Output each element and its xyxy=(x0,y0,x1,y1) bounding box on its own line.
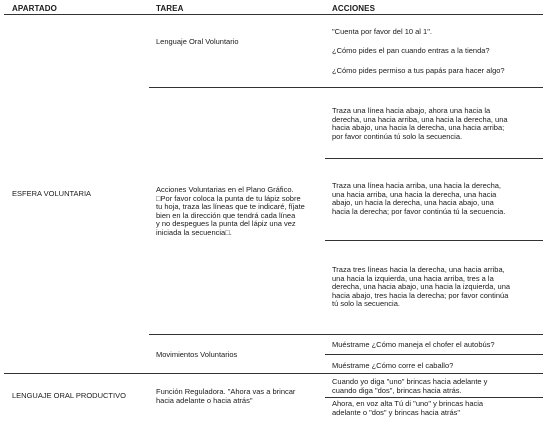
row-divider xyxy=(149,87,543,88)
accion-voz-alta: Ahora, en voz alta Tú di "uno" y brincas hacia adelante o "dos" y brincas hacia atrás" xyxy=(332,399,484,417)
accion-secuencia-2: Traza una línea hacia arriba, una hacia la derecha, una hacia arriba, una hacia la derecha, una hacia abajo, un hacia la derecha, una hacia abajo, una hacia la derecha; por favor continúa tú la secuencia. xyxy=(332,181,506,216)
accion-secuencia-1: Traza una línea hacia abajo, ahora una hacia la derecha, una hacia arriba, una hacia la derecha, una hacia abajo, una hacia la derecha, una hacia arriba; por favor continúa tú solo la secuencia. xyxy=(332,106,508,141)
header-tarea: TAREA xyxy=(156,4,184,13)
header-apartado: APARTADO xyxy=(12,4,57,13)
tarea-movimientos-voluntarios: Movimientos Voluntarios xyxy=(156,350,238,359)
apartado-esfera-voluntaria: ESFERA VOLUNTARIA xyxy=(12,189,92,198)
header-rule xyxy=(4,14,543,15)
accion-maneja-chofer: Muéstrame ¿Cómo maneja el chofer el autobús? xyxy=(332,340,495,349)
accion-cuenta: "Cuenta por favor del 10 al 1". xyxy=(332,27,432,36)
tarea-acciones-voluntarias: Acciones Voluntarias en el Plano Gráfico. □Por favor coloca la punta de tu lápiz sobre tu hoja, traza las líneas que te indicaré, fíjate bien en la dirección que tendrá cada línea y no despegues la punta del lápiz una vez iniciada la secuencia□. xyxy=(156,185,305,237)
cell-divider xyxy=(325,158,543,159)
cell-divider xyxy=(325,397,543,398)
section-divider xyxy=(4,373,543,374)
accion-cuando-diga-uno: Cuando yo diga "uno" brincas hacia adelante y cuando diga "dos", brincas hacia atrás. xyxy=(332,377,488,395)
tarea-funcion-reguladora: Función Reguladora. "Ahora vas a brincar hacia adelante o hacia atrás" xyxy=(156,387,296,405)
cell-divider xyxy=(325,240,543,241)
cell-divider xyxy=(325,354,543,355)
row-divider xyxy=(149,334,543,335)
accion-pides-permiso: ¿Cómo pides permiso a tus papás para hacer algo? xyxy=(332,66,505,75)
accion-corre-caballo: Muéstrame ¿Cómo corre el caballo? xyxy=(332,361,454,370)
tarea-lenguaje-oral-voluntario: Lenguaje Oral Voluntario xyxy=(156,37,239,46)
accion-pides-pan: ¿Cómo pides el pan cuando entras a la tienda? xyxy=(332,46,490,55)
accion-secuencia-3: Traza tres líneas hacia la derecha, una hacia arriba, una hacia la izquierda, una hacia arriba, tres a la derecha, una hacia abajo, una hacia la izquierda, una hacia abajo, tres hacia la derecha; por favor continúa tú solo la secuencia. xyxy=(332,265,511,309)
header-acciones: ACCIONES xyxy=(332,4,376,13)
apartado-lenguaje-oral-productivo: LENGUAJE ORAL PRODUCTIVO xyxy=(12,391,126,400)
